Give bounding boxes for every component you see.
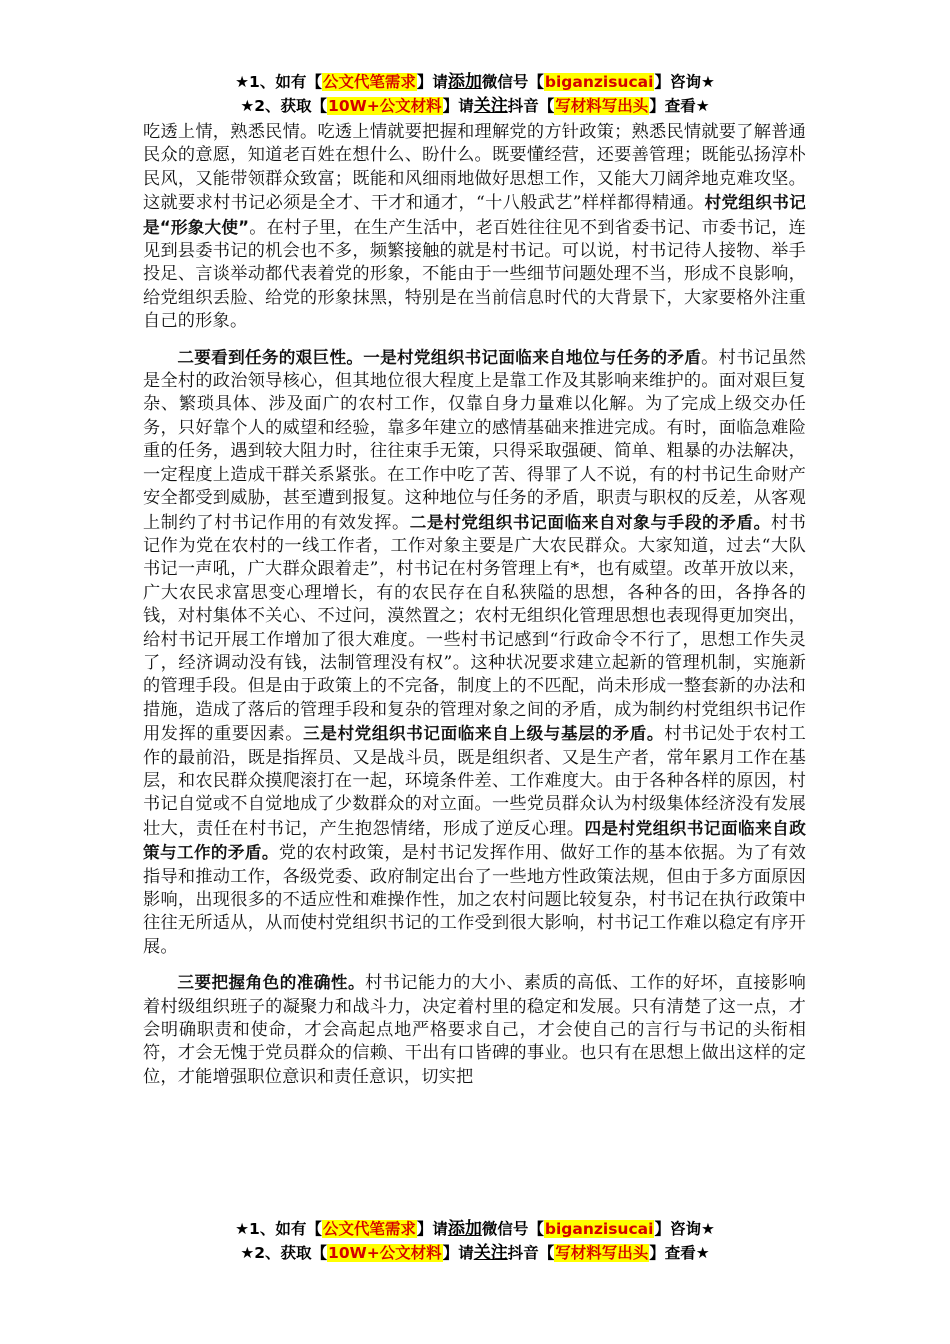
paragraph-bold: 村党组织书记是“形象大使” (143, 193, 806, 237)
banner-text: ★2、获取【 (240, 97, 328, 115)
paragraph-bold: 三要把握角色的准确性。 (177, 973, 366, 993)
banner-text: ★1、如有【 (235, 1220, 322, 1238)
banner-text: 】请 (416, 73, 448, 91)
paragraph-bold: 二是村党组织书记面临来自对象与手段的矛盾。 (409, 512, 771, 532)
banner-text: 】查看★ (649, 97, 710, 115)
banner-wechat-id: biganzisucai (544, 1220, 654, 1238)
banner-text: 】请 (416, 1220, 448, 1238)
paragraph-text: 村书记处于农村工作的最前沿，既是指挥员、又是战斗员，既是组织者、又是生产者，常年累月工作在基层，和农民群众摸爬滚打在一起，环境条件差、工作难度大。由于各种各样的原因，村书记自觉或不自觉地成了少数群众的对立面。一些党员群众认为村级集体经济没有发展壮大，责任在村书记，产生抱怨情绪，形成了逆反心理。 (143, 724, 806, 839)
banner-text: ★1、如有【 (235, 73, 322, 91)
banner-text: 抖音【 (507, 97, 555, 115)
header-banner (0, 70, 950, 118)
banner-line-2 (0, 94, 950, 118)
banner-highlight: 10W+公文材料 (328, 1244, 442, 1262)
banner-highlight: 10W+公文材料 (328, 97, 442, 115)
banner-line-1 (0, 1217, 950, 1241)
banner-line-1 (0, 70, 950, 94)
banner-douyin-id: 写材料写出头 (555, 1244, 649, 1262)
paragraph-text: 。在村子里，在生产生活中，老百姓往往见不到省委书记、市委书记，连见到县委书记的机会也不多，频繁接触的就是村书记。可以说，村书记待人接物、举手投足、言谈举动都代表着党的形象，不能由于一些细节问题处理不当，形成不良影响，给党组织丢脸、给党的形象抹黑，特别是在当前信息时代的大背景下，大家要格外注重自己的形象。 (143, 217, 806, 332)
paragraph-bold: 四是村党组织书记面临来自政策与工作的矛盾。 (143, 818, 806, 863)
paragraph-text: 。村书记虽然是全村的政治领导核心，但其地位很大程度上是靠工作及其影响来维护的。面对艰巨复杂、繁琐具体、涉及面广的农村工作，仅靠自身力量难以化解。为了完成上级交办任务，只好靠个人的威望和经验，靠多年建立的感情基础来推进完成。有时，面临急难险重的任务，遇到较大阻力时，往往束手无策，只得采取强硬、简单、粗暴的办法解决，一定程度上造成干群关系紧张。在工作中吃了苦、得罪了人不说，有的村书记生命财产安全都受到威胁，甚至遭到报复。这种地位与任务的矛盾，职责与职权的反差，从客观上制约了村书记作用的有效发挥。 (143, 347, 807, 533)
footer-banner (0, 1217, 950, 1265)
banner-underlined: 添加 (447, 1219, 482, 1239)
banner-text: 微信号【 (481, 1220, 544, 1238)
paragraph-text: 村书记能力的大小、素质的高低、工作的好坏，直接影响着村级组织班子的凝聚力和战斗力，决定着村里的稳定和发展。只有清楚了这一点，才会明确职责和使命，才会高起点地严格要求自己，才会使自己的言行与书记的头衔相符，才会无愧于党员群众的信赖、干出有口皆碑的事业。也只有在思想上做出这样的定位，才能增强职位意识和责任意识，切实把 (143, 973, 806, 1087)
paragraph-text: 村书记作为党在农村的一线工作者，工作对象主要是广大农民群众。大家知道，过去“大队书记一声吼，广大群众跟着走”，村书记在村务管理上有*，也有威望。改革开放以来，广大农民求富思变心理增长，有的农民存在自私狭隘的思想，各种各的田，各挣各的钱，对村集体不关心、不过问，漠然置之；农村无组织化管理思想也表现得更加突出，给村书记开展工作增加了很大难度。一些村书记感到“行政命令不行了，思想工作失灵了，经济调动没有钱，法制管理没有权”。这种状况要求建立起新的管理机制，实施新的管理手段。但是由于政策上的不完备，制度上的不匹配，尚未形成一整套新的办法和措施，造成了落后的管理手段和复杂的管理对象之间的矛盾，成为制约村党组织书记作用发挥的重要因素。 (143, 512, 806, 745)
banner-douyin-id: 写材料写出头 (555, 97, 649, 115)
banner-underlined: 关注 (473, 1243, 508, 1263)
banner-line-2 (0, 1241, 950, 1265)
banner-text: ★2、获取【 (240, 1244, 328, 1262)
banner-text: 微信号【 (481, 73, 544, 91)
banner-highlight: 公文代笔需求 (322, 1220, 416, 1238)
banner-text: 】请 (442, 97, 474, 115)
document-body (143, 121, 806, 1101)
banner-text: 】查看★ (649, 1244, 710, 1262)
paragraph-text: 党的农村政策，是村书记发挥作用、做好工作的基本依据。为了有效指导和推动工作，各级党委、政府制定出台了一些地方性政策法规，但由于多方面原因影响，出现很多的不适应性和难操作性，加之农村问题比较复杂，村书记在执行政策中往往无所适从，从而使村党组织书记的工作受到很大影响，村书记工作难以稳定有序开展。 (143, 843, 806, 957)
banner-highlight: 公文代笔需求 (322, 73, 416, 91)
banner-text: 】请 (442, 1244, 474, 1262)
banner-text: 】咨询★ (654, 73, 715, 91)
paragraph-1 (143, 121, 806, 334)
paragraph-2 (143, 346, 806, 960)
banner-text: 抖音【 (507, 1244, 555, 1262)
paragraph-text: 吃透上情，熟悉民情。吃透上情就要把握和理解党的方针政策；熟悉民情就要了解普通民众的意愿，知道老百姓在想什么、盼什么。既要懂经营，还要善管理；既能弘扬淳朴民风，又能带领群众致富；既能和风细雨地做好思想工作，又能大刀阔斧地克难攻坚。这就要求村书记必须是全才、干才和通才，“十八般武艺”样样都得精通。 (143, 122, 806, 214)
paragraph-bold: 二要看到任务的艰巨性。一是村党组织书记面临来自地位与任务的矛盾 (177, 347, 702, 367)
paragraph-3 (143, 971, 806, 1089)
banner-underlined: 添加 (447, 72, 482, 92)
banner-text: 】咨询★ (654, 1220, 715, 1238)
banner-wechat-id: biganzisucai (544, 73, 654, 91)
banner-underlined: 关注 (473, 96, 508, 116)
paragraph-bold: 三是村党组织书记面临来自上级与基层的矛盾。 (303, 724, 665, 744)
